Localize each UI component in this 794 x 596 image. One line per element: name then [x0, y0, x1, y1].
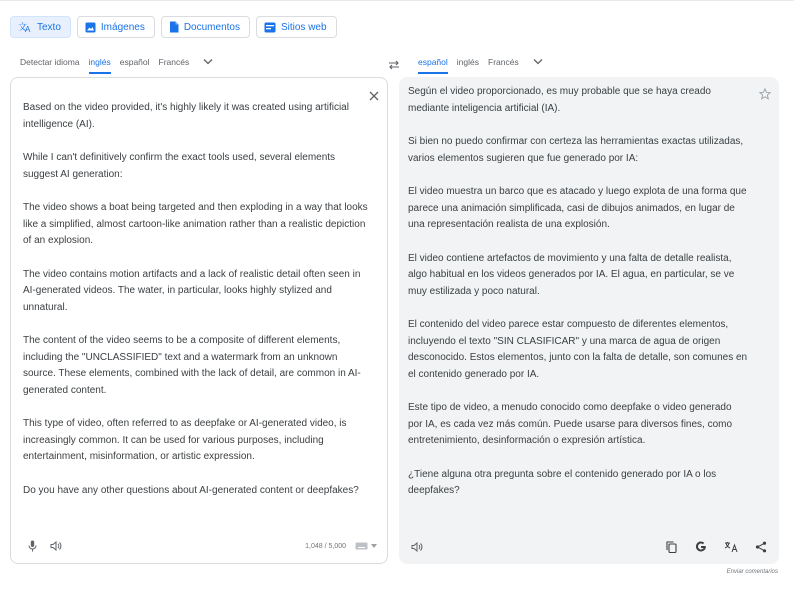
clear-text-button[interactable]: [369, 88, 379, 106]
svg-text:文: 文: [18, 22, 28, 32]
source-paragraph: The content of the video seems to be a composite of different elements, including the "UNCLASSIFIED" text and a watermark from an unknown source. These elements, combined with the lack of detail, are common in AI-generated content.: [23, 335, 361, 396]
copy-icon: [666, 541, 677, 553]
microphone-icon: [28, 540, 37, 552]
translate-icon: [18, 21, 32, 33]
mode-tabs: [10, 16, 337, 38]
translation-output: [408, 84, 748, 517]
tab-websites-label: Sitios web: [280, 21, 327, 33]
close-icon: [369, 91, 379, 101]
google-icon: [695, 541, 707, 553]
source-lang-spanish[interactable]: español: [119, 57, 150, 67]
save-translation-button[interactable]: [759, 87, 771, 105]
translation-actions: [662, 538, 770, 556]
source-more-languages[interactable]: [203, 57, 213, 73]
source-paragraph: Do you have any other questions about AI-generated content or deepfakes?: [23, 484, 359, 496]
share-icon: [755, 541, 767, 553]
source-paragraph: While I can't definitively confirm the exact tools used, several elements suggest AI generation:: [23, 152, 336, 180]
character-count: 1,048 / 5,000: [305, 542, 346, 550]
tab-text[interactable]: [10, 16, 71, 38]
star-icon: [759, 88, 771, 100]
edit-translation-icon: [724, 541, 739, 553]
speaker-icon: [411, 542, 423, 552]
translation-panel: [399, 77, 779, 564]
target-lang-english[interactable]: inglés: [456, 57, 479, 67]
image-icon: [85, 22, 96, 33]
translation-paragraph: El contenido del video parece estar compuesto de diferentes elementos, incluyendo el texto "SIN CLASIFICAR" y una marca de agua de origen desconocido. Estos elementos, junto con la falta de detalle, son comunes en el contenido generado por IA.: [408, 319, 748, 380]
google-search-button[interactable]: [692, 538, 710, 556]
target-lang-spanish[interactable]: español: [418, 57, 448, 73]
translation-paragraph: Según el video proporcionado, es muy probable que se haya creado mediante inteligencia artificial (IA).: [408, 86, 711, 114]
tab-websites[interactable]: [256, 16, 337, 38]
source-lang-detect[interactable]: Detectar idioma: [20, 57, 80, 67]
source-lang-french[interactable]: Francés: [158, 57, 190, 67]
share-button[interactable]: [752, 538, 770, 556]
source-paragraph: Based on the video provided, it's highly likely it was created using artificial intelligence (AI).: [23, 102, 349, 130]
source-language-bar: [20, 57, 213, 73]
target-more-languages[interactable]: [533, 57, 543, 73]
source-paragraph: This type of video, often referred to as deepfake or AI-generated video, is increasingly common. It can be used for various purposes, including entertainment, misinformation, or artistic expression.: [23, 418, 347, 462]
tab-documents[interactable]: [161, 16, 250, 38]
translation-paragraph: Este tipo de video, a menudo conocido como deepfake o video generado por IA, es cada vez más común. Puede usarse para diversos fines, como entretenimiento, desinformación o expresión artística.: [408, 402, 733, 446]
tab-documents-label: Documentos: [183, 21, 240, 33]
website-icon: [264, 22, 276, 33]
input-tools-button[interactable]: [355, 542, 377, 550]
translation-toolbar: [408, 538, 770, 556]
svg-text:A: A: [25, 25, 31, 33]
chevron-down-icon: [533, 58, 543, 65]
tab-images-label: Imágenes: [100, 21, 145, 33]
tab-images[interactable]: [77, 16, 155, 38]
chevron-down-icon: [203, 58, 213, 65]
top-divider: [0, 0, 794, 1]
source-textarea[interactable]: [23, 100, 368, 516]
source-paragraph: The video contains motion artifacts and a lack of realistic detail often seen in AI-generated videos. The water, in particular, looks highly stylized and unnatural.: [23, 268, 361, 313]
translation-paragraph: El video muestra un barco que es atacado y luego explota de una forma que parece una animación simplificada, casi de dibujos animados, en lugar de una representación realista de una explosión.: [408, 186, 747, 230]
listen-source-button[interactable]: [47, 537, 65, 555]
copy-translation-button[interactable]: [662, 538, 680, 556]
target-language-bar: [418, 57, 543, 73]
translation-paragraph: ¿Tiene alguna otra pregunta sobre el contenido generado por IA o los deepfakes?: [408, 468, 717, 496]
source-toolbar: [23, 537, 377, 555]
tab-text-label: Texto: [37, 21, 61, 33]
source-lang-english[interactable]: inglés: [89, 57, 111, 73]
microphone-button[interactable]: [23, 537, 41, 555]
rate-translation-button[interactable]: [722, 538, 740, 556]
translation-paragraph: El video contiene artefactos de movimiento y una falta de detalle realista, algo habitual en los videos generados por IA. El agua, en particular, se ve muy estilizada y poco natural.: [408, 252, 735, 297]
keyboard-icon: [355, 542, 368, 550]
listen-translation-button[interactable]: [408, 538, 426, 556]
speaker-icon: [50, 541, 62, 551]
translation-paragraph: Si bien no puedo confirmar con certeza las herramientas exactas utilizadas, varios elementos sugieren que fue generado por IA:: [408, 136, 744, 164]
swap-languages-button[interactable]: [388, 57, 400, 75]
target-lang-french[interactable]: Francés: [488, 57, 519, 67]
caret-down-icon: [371, 544, 377, 548]
document-icon: [169, 21, 179, 33]
source-paragraph: The video shows a boat being targeted and then exploding in a way that looks like a simplified, almost cartoon-like animation rather than a realistic depiction of an explosion.: [23, 202, 368, 246]
swap-icon: [388, 60, 400, 70]
source-text-panel[interactable]: [10, 77, 388, 564]
send-feedback-link[interactable]: Enviar comentarios: [726, 569, 778, 575]
